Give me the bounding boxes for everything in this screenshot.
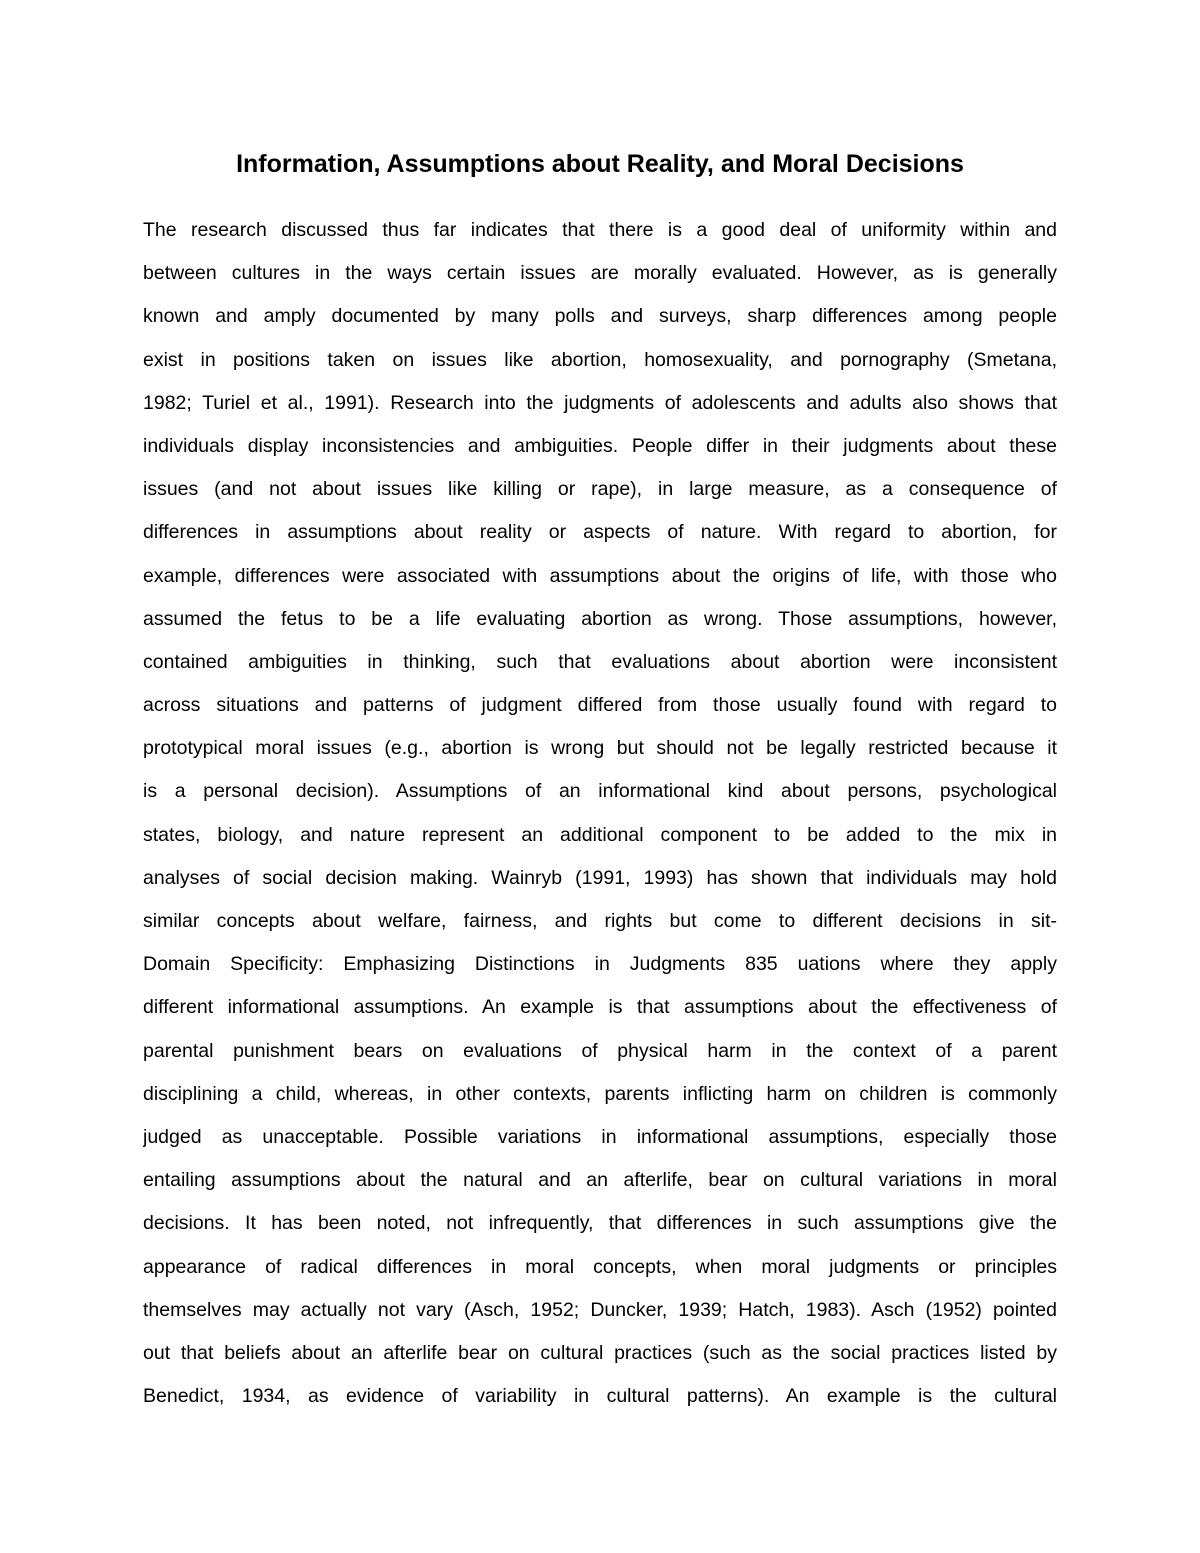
text-line: Domain Specificity: Emphasizing Distinctions in Judgments 835 uations where they apply	[143, 953, 1057, 976]
text-line: differences in assumptions about reality or aspects of nature. With regard to abortion, for	[143, 521, 1057, 544]
text-line: example, differences were associated with assumptions about the origins of life, with those who	[143, 564, 1057, 587]
text-line: assumed the fetus to be a life evaluating abortion as wrong. Those assumptions, however,	[143, 607, 1057, 630]
text-line: individuals display inconsistencies and ambiguities. People differ in their judgments about these	[143, 434, 1057, 457]
text-line: The research discussed thus far indicates that there is a good deal of uniformity within and	[143, 219, 1057, 241]
text-line: appearance of radical differences in moral concepts, when moral judgments or principles	[143, 1255, 1057, 1278]
text-line: contained ambiguities in thinking, such that evaluations about abortion were inconsistent	[143, 650, 1057, 673]
text-line: is a personal decision). Assumptions of an informational kind about persons, psychological	[143, 780, 1057, 803]
body-text	[143, 209, 1057, 1418]
text-line: themselves may actually not vary (Asch, 1952; Duncker, 1939; Hatch, 1983). Asch (1952) pointed	[143, 1298, 1057, 1321]
text-line: prototypical moral issues (e.g., abortion is wrong but should not be legally restricted because it	[143, 737, 1057, 760]
text-line: disciplining a child, whereas, in other contexts, parents inflicting harm on children is commonly	[143, 1082, 1057, 1105]
text-line: different informational assumptions. An example is that assumptions about the effectiveness of	[143, 996, 1057, 1019]
text-line: entailing assumptions about the natural and an afterlife, bear on cultural variations in moral	[143, 1169, 1057, 1192]
text-line: decisions. It has been noted, not infrequently, that differences in such assumptions give the	[143, 1212, 1057, 1235]
text-line: across situations and patterns of judgment differed from those usually found with regard to	[143, 694, 1057, 717]
text-line: between cultures in the ways certain issues are morally evaluated. However, as is generally	[143, 262, 1057, 285]
text-line: issues (and not about issues like killing or rape), in large measure, as a consequence of	[143, 478, 1057, 501]
text-line: similar concepts about welfare, fairness, and rights but come to different decisions in sit-	[143, 910, 1057, 932]
text-line: states, biology, and nature represent an additional component to be added to the mix in	[143, 823, 1057, 846]
text-line: parental punishment bears on evaluations of physical harm in the context of a parent	[143, 1039, 1057, 1062]
text-line: Benedict, 1934, as evidence of variability in cultural patterns). An example is the cultural	[143, 1385, 1057, 1408]
text-line: exist in positions taken on issues like abortion, homosexuality, and pornography (Smetana,	[143, 348, 1057, 371]
text-line: known and amply documented by many polls and surveys, sharp differences among people	[143, 305, 1057, 328]
text-line: 1982; Turiel et al., 1991). Research into the judgments of adolescents and adults also shows that	[143, 391, 1057, 414]
text-line: judged as unacceptable. Possible variations in informational assumptions, especially those	[143, 1125, 1057, 1148]
text-line: out that beliefs about an afterlife bear on cultural practices (such as the social practices listed by	[143, 1341, 1057, 1364]
text-line: analyses of social decision making. Wainryb (1991, 1993) has shown that individuals may hold	[143, 866, 1057, 889]
document-title: Information, Assumptions about Reality, and Moral Decisions	[236, 150, 964, 178]
